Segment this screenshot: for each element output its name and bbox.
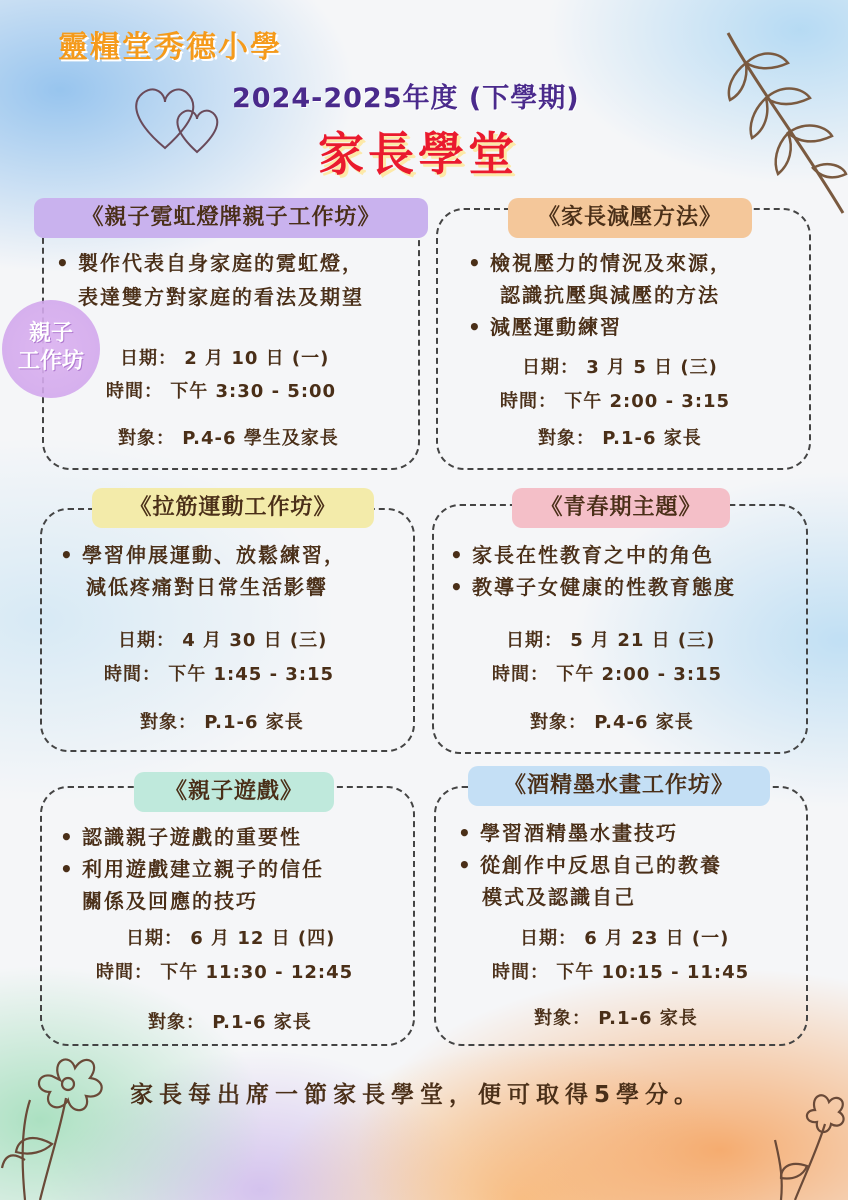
event-audience: 對象： P.1-6 家長	[148, 1012, 312, 1033]
list-item: 減低疼痛對日常生活影響	[86, 575, 328, 599]
stamp-line: 親子	[28, 321, 73, 346]
workshop-title: 《親子遊戲》	[134, 772, 334, 812]
event-audience: 對象： P.1-6 家長	[538, 428, 702, 449]
workshop-title: 《親子霓虹燈牌親子工作坊》	[34, 198, 428, 238]
list-item: • 利用遊戲建立親子的信任	[60, 857, 324, 881]
footer-note: 家長每出席一節家長學堂，便可取得5學分。	[130, 1082, 704, 1108]
event-date: 日期： 2 月 10 日 (一)	[120, 348, 330, 369]
flower-icon	[0, 1040, 120, 1200]
list-item: 表達雙方對家庭的看法及期望	[78, 285, 364, 309]
workshop-title: 《酒精墨水畫工作坊》	[468, 766, 770, 806]
list-item: 關係及回應的技巧	[82, 889, 258, 913]
academic-year: 2024-2025年度 (下學期)	[232, 83, 580, 114]
event-date: 日期： 6 月 23 日 (一)	[520, 928, 730, 949]
list-item: • 教導子女健康的性教育態度	[450, 575, 736, 599]
page-title: 家長學堂	[318, 127, 518, 181]
list-item: • 學習酒精墨水畫技巧	[458, 821, 678, 845]
event-time: 時間： 下午 2:00 - 3:15	[500, 391, 731, 412]
event-time: 時間： 下午 10:15 - 11:45	[492, 962, 750, 983]
event-audience: 對象： P.1-6 家長	[140, 712, 304, 733]
flower-icon	[745, 1080, 848, 1200]
list-item: 模式及認識自己	[482, 885, 636, 909]
stamp-line: 工作坊	[17, 349, 84, 374]
event-date: 日期： 6 月 12 日 (四)	[126, 928, 336, 949]
list-item: • 減壓運動練習	[468, 315, 622, 339]
event-date: 日期： 3 月 5 日 (三)	[522, 357, 718, 378]
list-item: • 認識親子遊戲的重要性	[60, 825, 302, 849]
event-time: 時間： 下午 1:45 - 3:15	[104, 664, 335, 685]
list-item: 認識抗壓與減壓的方法	[500, 283, 720, 307]
event-audience: 對象： P.4-6 家長	[530, 712, 694, 733]
workshop-stamp	[2, 300, 100, 398]
event-time: 時間： 下午 2:00 - 3:15	[492, 664, 723, 685]
event-time: 時間： 下午 11:30 - 12:45	[96, 962, 354, 983]
event-date: 日期： 5 月 21 日 (三)	[506, 630, 716, 651]
workshop-title: 《青春期主題》	[512, 488, 730, 528]
event-time: 時間： 下午 3:30 - 5:00	[106, 381, 337, 402]
workshop-title: 《拉筋運動工作坊》	[92, 488, 374, 528]
list-item: • 從創作中反思自己的教養	[458, 853, 722, 877]
leaf-branch-icon	[718, 28, 848, 218]
list-item: • 學習伸展運動、放鬆練習，	[60, 543, 346, 567]
workshop-title: 《家長減壓方法》	[508, 198, 752, 238]
school-name: 靈糧堂秀德小學	[58, 30, 282, 65]
list-item: • 製作代表自身家庭的霓虹燈，	[56, 251, 364, 275]
list-item: • 檢視壓力的情況及來源，	[468, 251, 732, 275]
hearts-icon	[125, 78, 235, 158]
event-date: 日期： 4 月 30 日 (三)	[118, 630, 328, 651]
event-audience: 對象： P.1-6 家長	[534, 1008, 698, 1029]
list-item: • 家長在性教育之中的角色	[450, 543, 714, 567]
event-audience: 對象： P.4-6 學生及家長	[118, 428, 339, 449]
